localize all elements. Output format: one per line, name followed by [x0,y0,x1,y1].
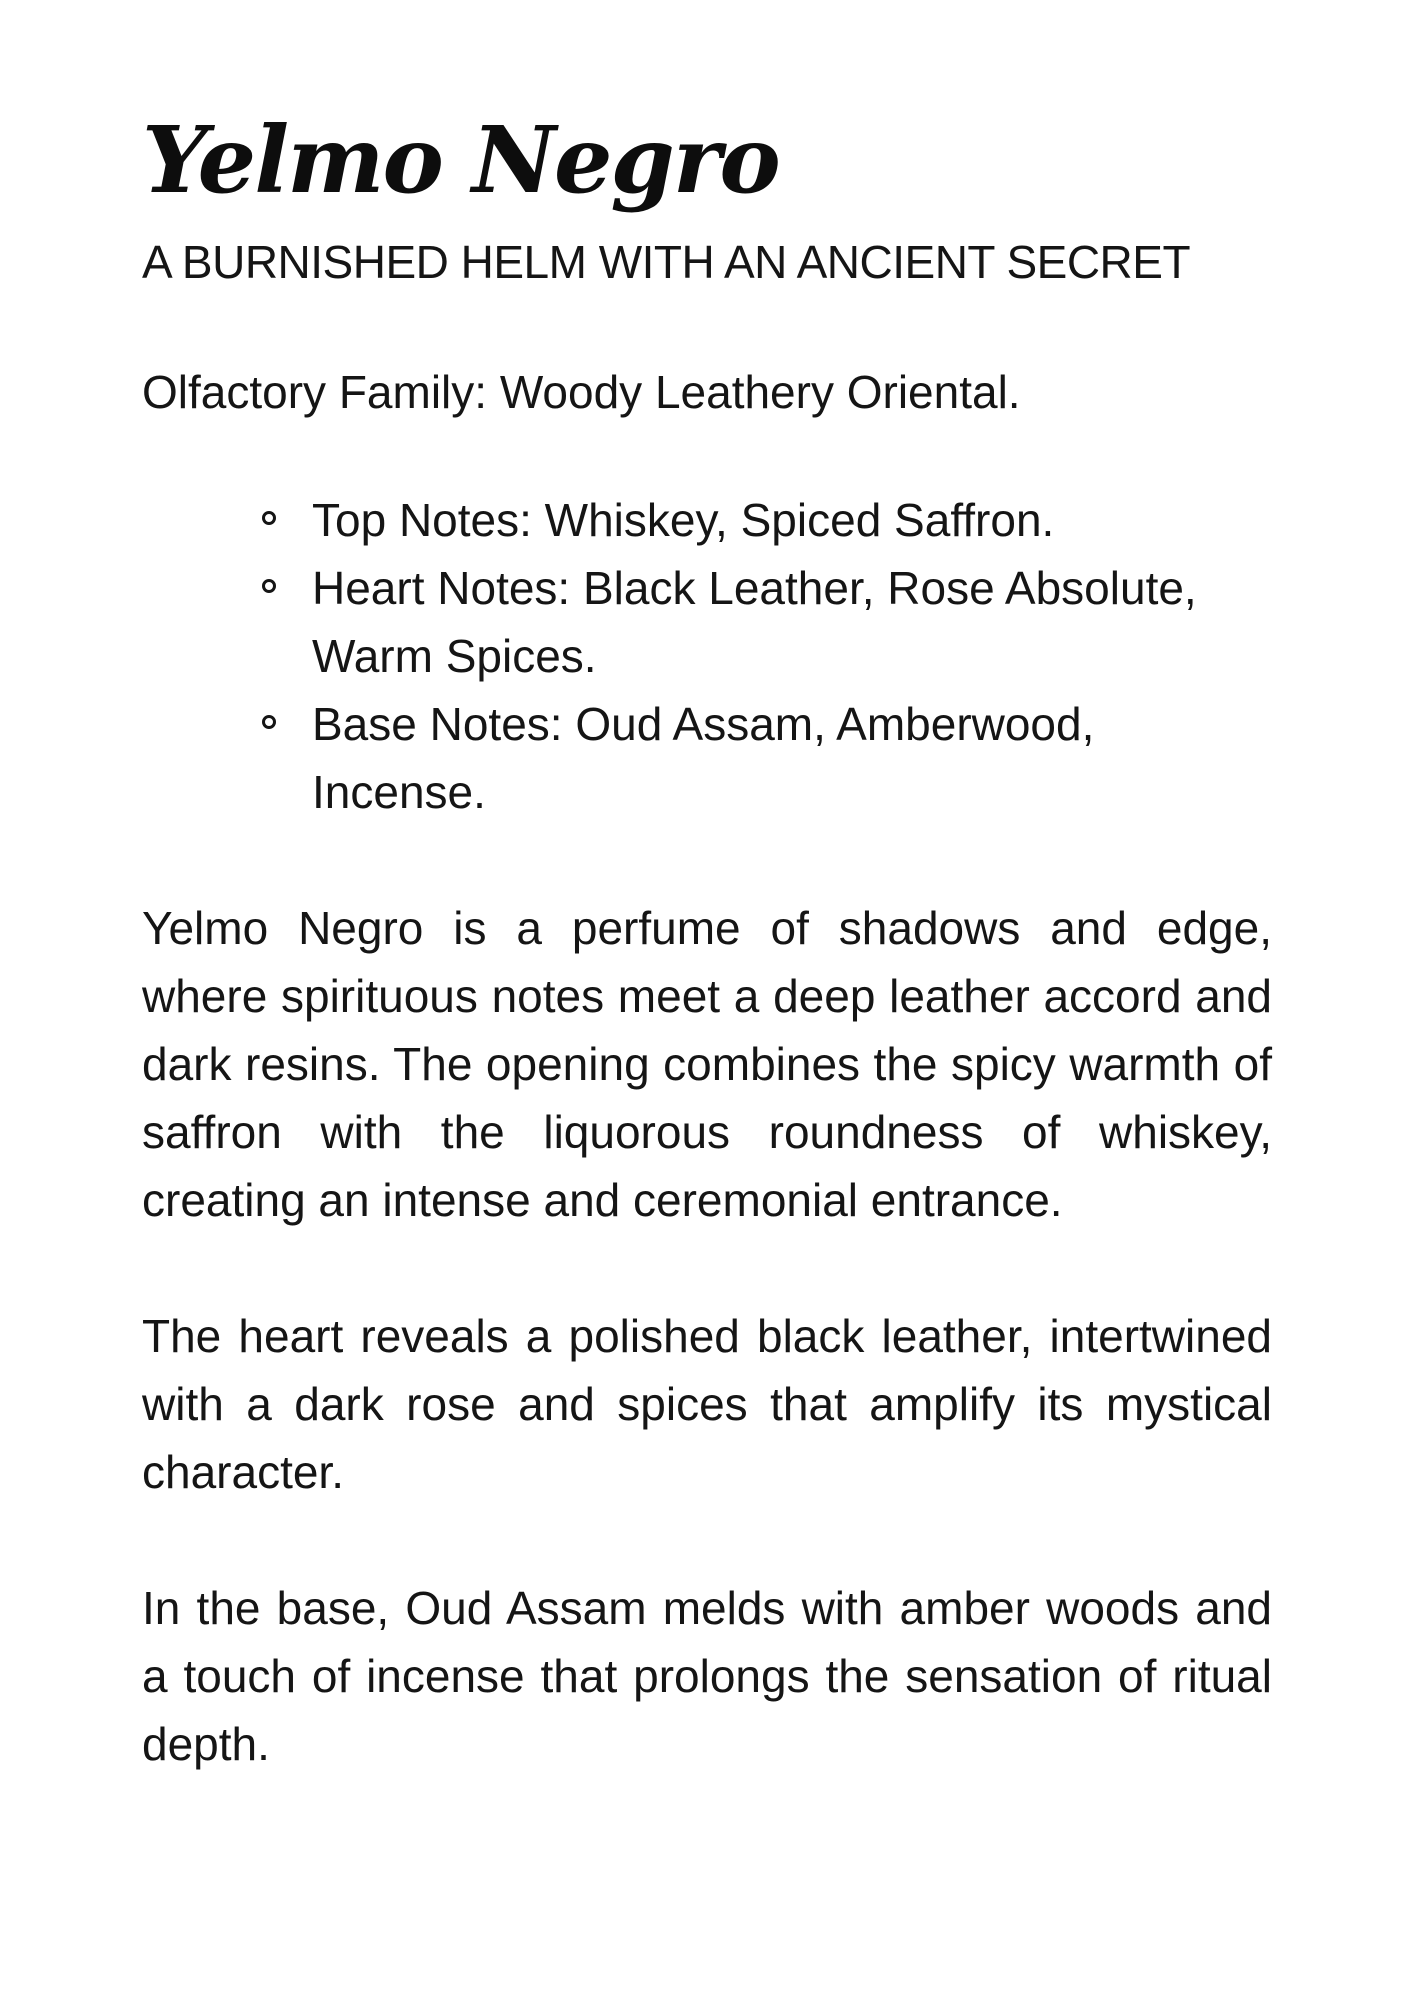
circle-bullet-icon [262,715,276,729]
description-paragraph: The heart reveals a polished black leather, intertwined with a dark rose and spices that amplify its mystical character. [142,1310,1272,1498]
description-paragraph: Yelmo Negro is a perfume of shadows and edge, where spirituous notes meet a deep leather accord and dark resins. The opening combines the spicy warmth of saffron with the liquorous roundness of whiskey, creating an intense and ceremonial entrance. [142,902,1272,1226]
circle-bullet-icon [262,511,276,525]
olfactory-family: Olfactory Family: Woody Leathery Oriental. [142,366,1021,418]
document-page [142,100,1272,1778]
description-paragraph: In the base, Oud Assam melds with amber woods and a touch of incense that prolongs the sensation of ritual depth. [142,1582,1272,1770]
top-notes: Top Notes: Whiskey, Spiced Saffron. [312,494,1055,546]
heart-notes: Heart Notes: Black Leather, Rose Absolute, Warm Spices. [312,562,1197,682]
circle-bullet-icon [262,579,276,593]
notes-list [142,486,1272,826]
list-item [312,486,1272,554]
base-notes: Base Notes: Oud Assam, Amberwood, Incense. [312,698,1095,818]
list-item [312,690,1272,826]
subtitle: A BURNISHED HELM WITH AN ANCIENT SECRET [142,236,1191,288]
page-title: Yelmo Negro [142,106,779,214]
list-item [312,554,1272,690]
